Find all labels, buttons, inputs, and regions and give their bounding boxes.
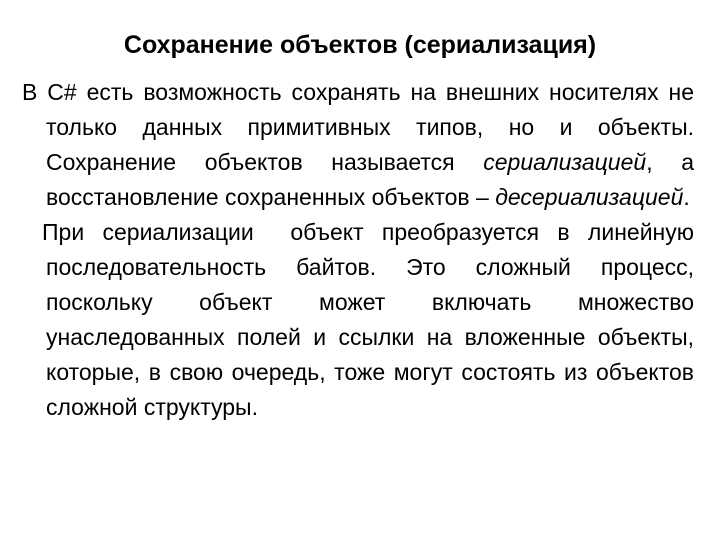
term-serialization: сериализацией xyxy=(483,149,647,175)
slide-title: Сохранение объектов (сериализация) xyxy=(123,31,597,59)
term-deserialization: десериализацией xyxy=(495,184,684,210)
slide-body xyxy=(22,75,701,425)
paragraph-1 xyxy=(22,75,694,215)
paragraph-1-text-c: . xyxy=(683,184,690,210)
paragraph-1-text-a: В С# есть возможность сохранять на внешних носителях не только данных примитивных типов, но и объекты. Сохранение объектов называется xyxy=(22,79,694,175)
paragraph-1-text-b: , а восстановление сохраненных объектов – xyxy=(46,149,695,210)
paragraph-2: При сериализации объект преобразуется в линейную последовательность байтов. Это сложный процесс, поскольку объект может включать множество унаследованных полей и ссылки на вложенные объекты, которые, в свою очередь, тоже могут состоять из объектов сложной структуры. xyxy=(42,219,701,420)
